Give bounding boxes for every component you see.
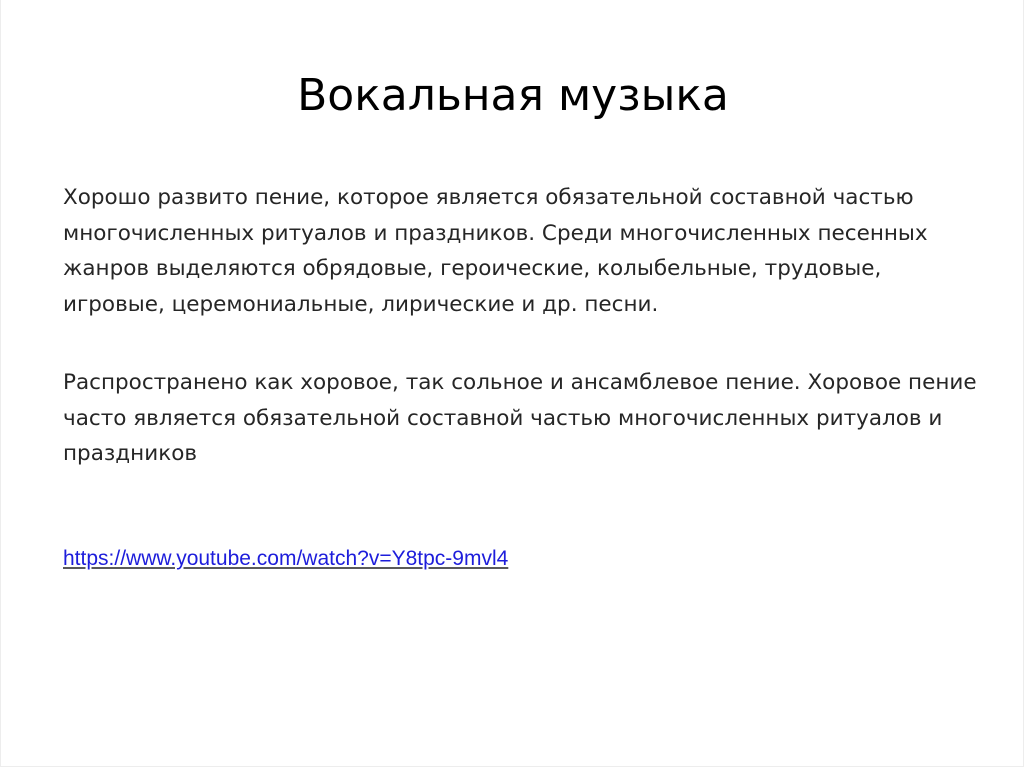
slide-title: Вокальная музыка [297, 70, 729, 121]
paragraph-choral-singing: Распространено как хоровое, так сольное и ансамблевое пение. Хоровое пение часто является обязательной составной частью многочисленных ритуалов и праздников [63, 370, 977, 466]
youtube-link[interactable]: https://www.youtube.com/watch?v=Y8tpc-9mvl4 [63, 547, 509, 570]
paragraph-singing-genres: Хорошо развито пение, которое является обязательной составной частью многочисленных ритуалов и праздников. Среди многочисленных песенных жанров выделяются обрядовые, героические, колыбельные, трудовые, игровые, церемониальные, лирические и др. песни. [63, 185, 928, 317]
